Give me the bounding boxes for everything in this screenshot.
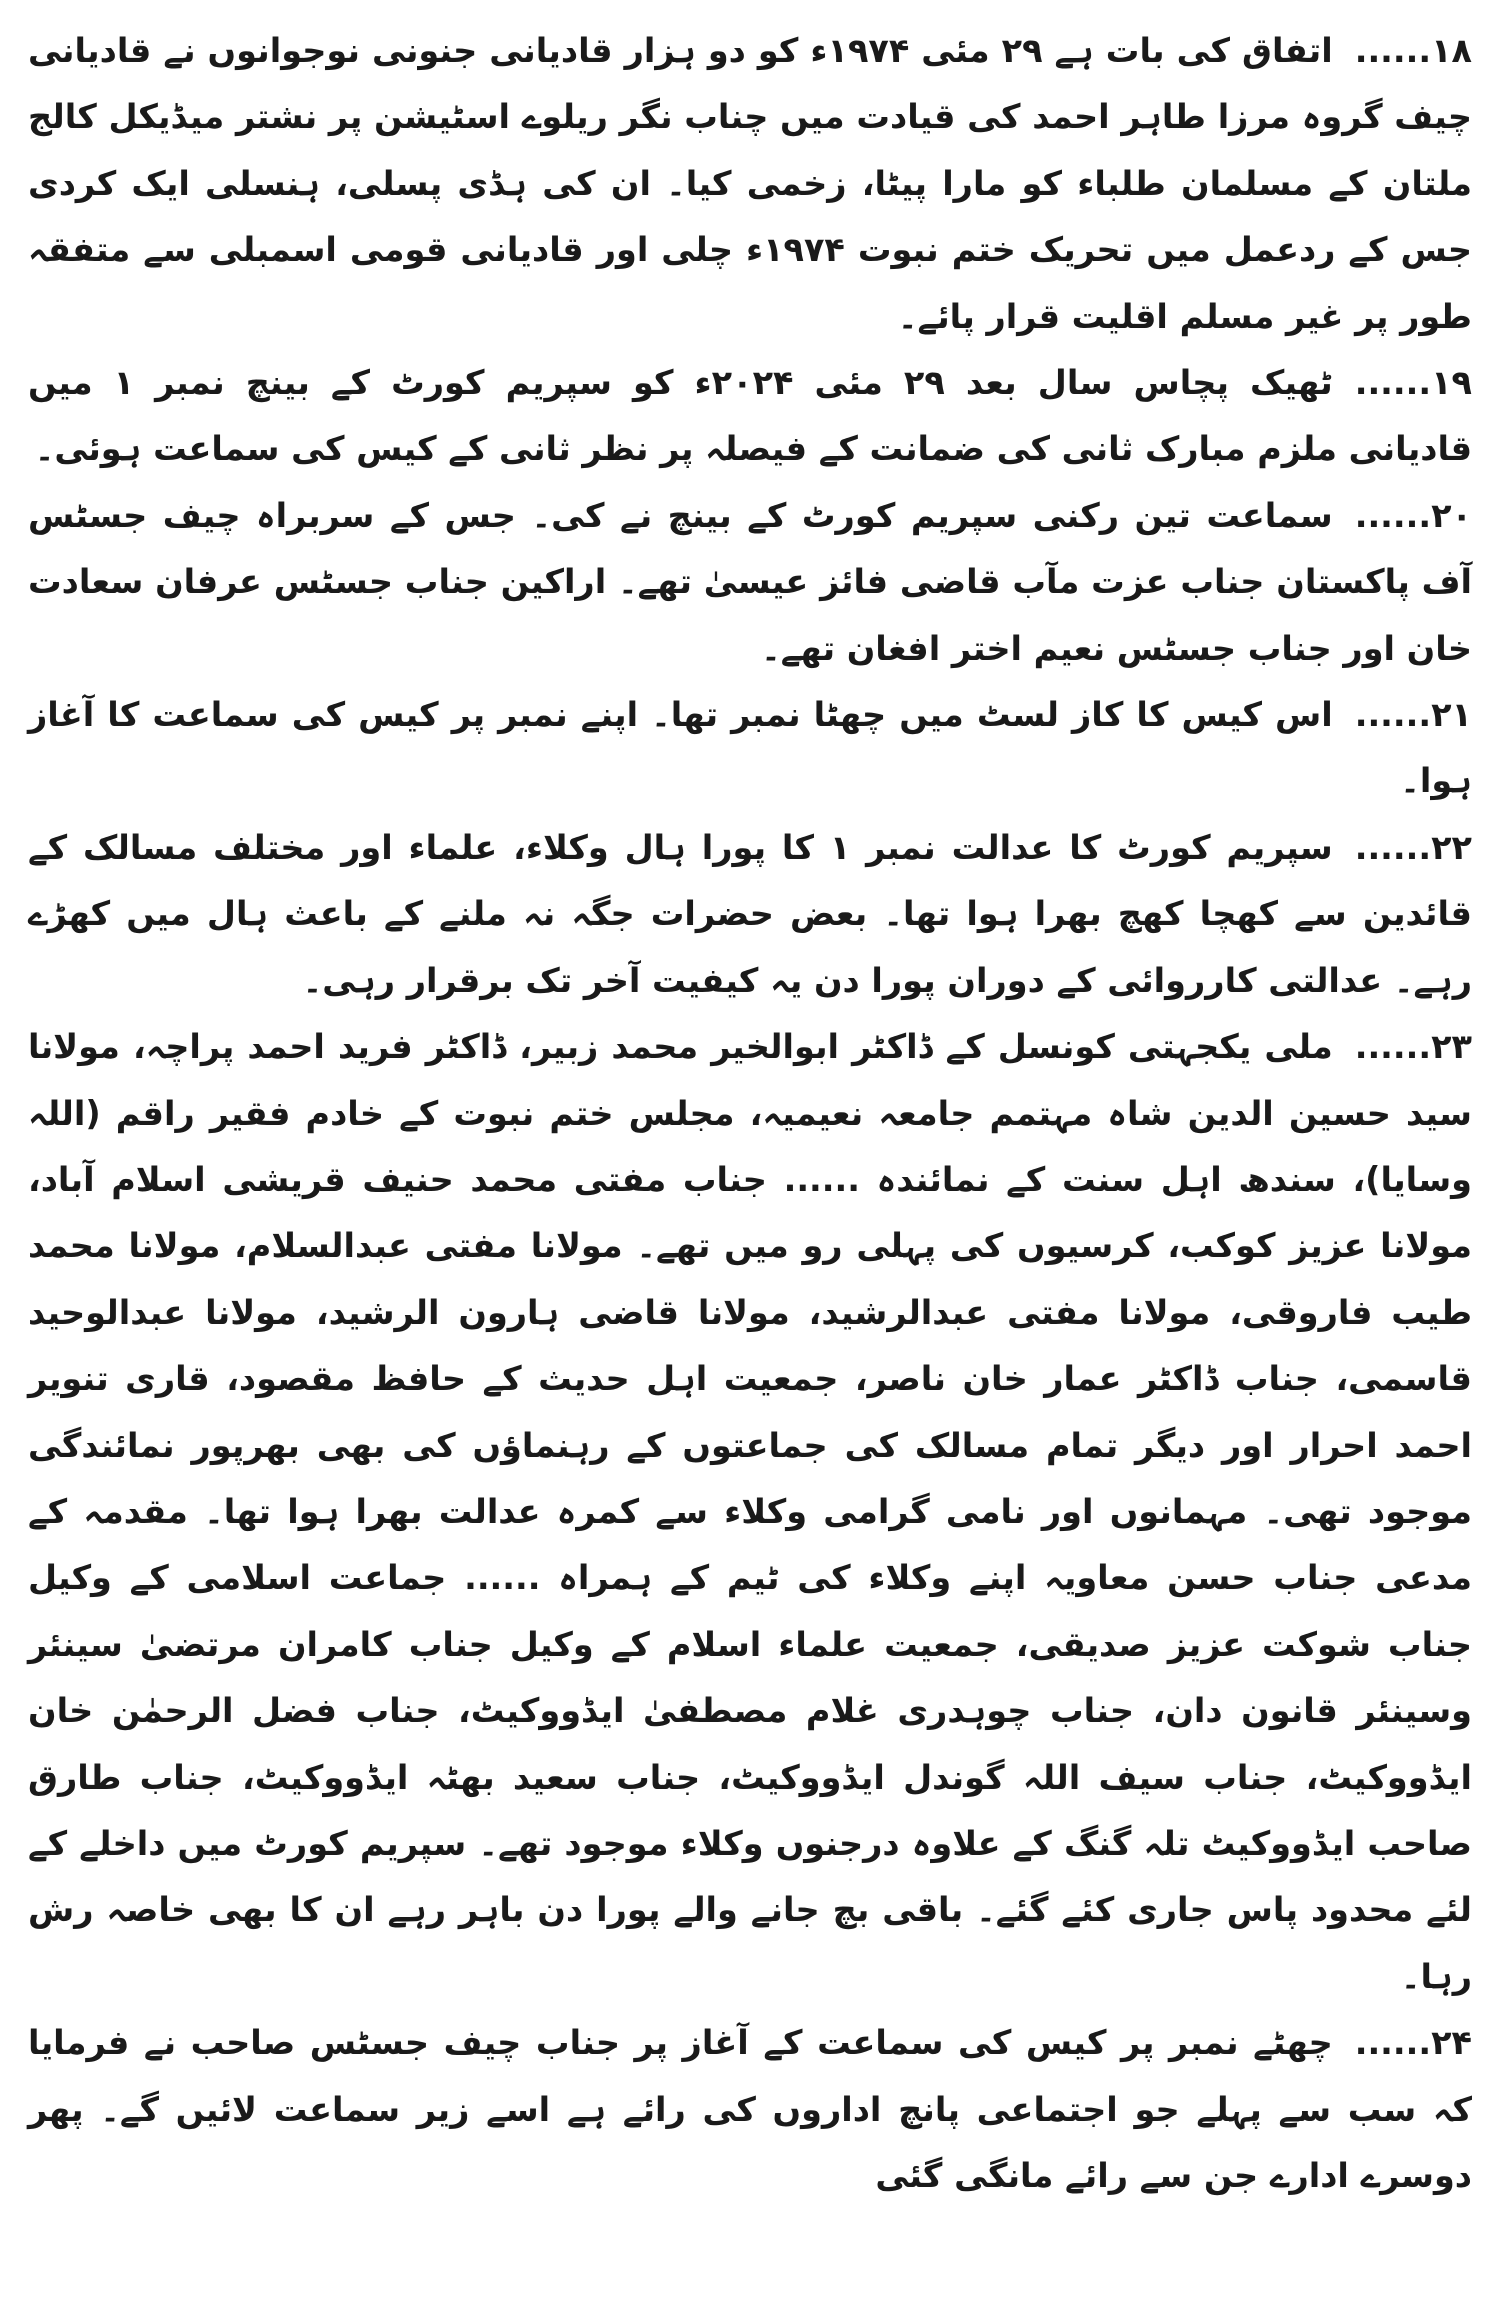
paragraph-number: ۲۰...... [1354, 495, 1472, 535]
paragraph-23 [28, 1014, 1472, 2010]
paragraph-21 [28, 682, 1472, 815]
paragraph-19 [28, 350, 1472, 483]
paragraph-number: ۲۳...... [1354, 1027, 1472, 1067]
paragraph-text: ملی یکجہتی کونسل کے ڈاکٹر ابوالخیر محمد زبیر، ڈاکٹر فرید احمد پراچہ، مولانا سید حسین الدین شاہ مہتمم جامعہ نعیمیہ، مجلس ختم نبوت کے خادم فقیر راقم (اللہ وسایا)، سندھ اہل سنت کے نمائندہ ...... جناب مفتی محمد حنیف قریشی اسلام آباد، مولانا عزیز کوکب، کرسیوں کی پہلی رو میں تھے۔ مولانا مفتی عبدالسلام، مولانا محمد طیب فاروقی، مولانا مفتی عبدالرشید، مولانا قاضی ہارون الرشید، مولانا عبدالوحید قاسمی، جناب ڈاکٹر عمار خان ناصر، جمعیت اہل حدیث کے حافظ مقصود، قاری تنویر احمد احرار اور دیگر تمام مسالک کی جماعتوں کے رہنماؤں کی بھی بھرپور نمائندگی موجود تھی۔ مہمانوں اور نامی گرامی وکلاء سے کمرہ عدالت بھرا ہوا تھا۔ مقدمہ کے مدعی جناب حسن معاویہ اپنے وکلاء کی ٹیم کے ہمراہ ...... جماعت اسلامی کے وکیل جناب شوکت عزیز صدیقی، جمعیت علماء اسلام کے وکیل جناب کامران مرتضیٰ سینئر وسینئر قانون دان، جناب چوہدری غلام مصطفیٰ ایڈووکیٹ، جناب فضل الرحمٰن خان ایڈووکیٹ، جناب سیف اللہ گوندل ایڈووکیٹ، جناب سعید بھٹہ ایڈووکیٹ، جناب طارق صاحب ایڈووکیٹ تلہ گنگ کے علاوہ درجنوں وکلاء موجود تھے۔ سپریم کورٹ میں داخلے کے لئے محدود پاس جاری کئے گئے۔ باقی بچ جانے والے پورا دن باہر رہے ان کا بھی خاصہ رش رہا۔ [28, 1027, 1472, 1996]
paragraph-text: اتفاق کی بات ہے ۲۹ مئی ۱۹۷۴ء کو دو ہزار قادیانی جنونی نوجوانوں نے قادیانی چیف گروہ مرزا طاہر احمد کی قیادت میں چناب نگر ریلوے اسٹیشن پر نشتر میڈیکل کالج ملتان کے مسلمان طلباء کو مارا پیٹا، زخمی کیا۔ ان کی ہڈی پسلی، ہنسلی ایک کردی جس کے ردعمل میں تحریک ختم نبوت ۱۹۷۴ء چلی اور قادیانی قومی اسمبلی سے متفقہ طور پر غیر مسلم اقلیت قرار پائے۔ [28, 31, 1472, 336]
paragraph-text: سپریم کورٹ کا عدالت نمبر ۱ کا پورا ہال وکلاء، علماء اور مختلف مسالک کے قائدین سے کھچا کھچ بھرا ہوا تھا۔ بعض حضرات جگہ نہ ملنے کے باعث ہال میں کھڑے رہے۔ عدالتی کارروائی کے دوران پورا دن یہ کیفیت آخر تک برقرار رہی۔ [28, 827, 1472, 1000]
paragraph-text: چھٹے نمبر پر کیس کی سماعت کے آغاز پر جناب چیف جسٹس صاحب نے فرمایا کہ سب سے پہلے جو اجتماعی پانچ اداروں کی رائے ہے اسے زیر سماعت لائیں گے۔ پھر دوسرے ادارے جن سے رائے مانگی گئی [28, 2023, 1472, 2195]
paragraph-number: ۲۲...... [1354, 827, 1472, 867]
paragraph-number: ۲۱...... [1354, 695, 1472, 735]
paragraph-number: ۲۴...... [1354, 2023, 1472, 2063]
paragraph-text: سماعت تین رکنی سپریم کورٹ کے بینچ نے کی۔ جس کے سربراہ چیف جسٹس آف پاکستان جناب عزت مآب قاضی فائز عیسیٰ تھے۔ اراکین جناب جسٹس عرفان سعادت خان اور جناب جسٹس نعیم اختر افغان تھے۔ [28, 495, 1472, 668]
paragraph-18 [28, 18, 1472, 350]
paragraph-number: ۱۹...... [1354, 363, 1472, 403]
paragraph-number: ۱۸...... [1354, 31, 1472, 70]
paragraph-text: اس کیس کا کاز لسٹ میں چھٹا نمبر تھا۔ اپنے نمبر پر کیس کی سماعت کا آغاز ہوا۔ [28, 695, 1472, 801]
paragraph-text: ٹھیک پچاس سال بعد ۲۹ مئی ۲۰۲۴ء کو سپریم کورٹ کے بینچ نمبر ۱ میں قادیانی ملزم مبارک ثانی کی ضمانت کے فیصلہ پر نظر ثانی کے کیس کی سماعت ہوئی۔ [28, 363, 1472, 469]
paragraph-22 [28, 815, 1472, 1014]
paragraph-20 [28, 483, 1472, 682]
paragraph-24 [28, 2010, 1472, 2209]
document-page [28, 18, 1472, 2282]
